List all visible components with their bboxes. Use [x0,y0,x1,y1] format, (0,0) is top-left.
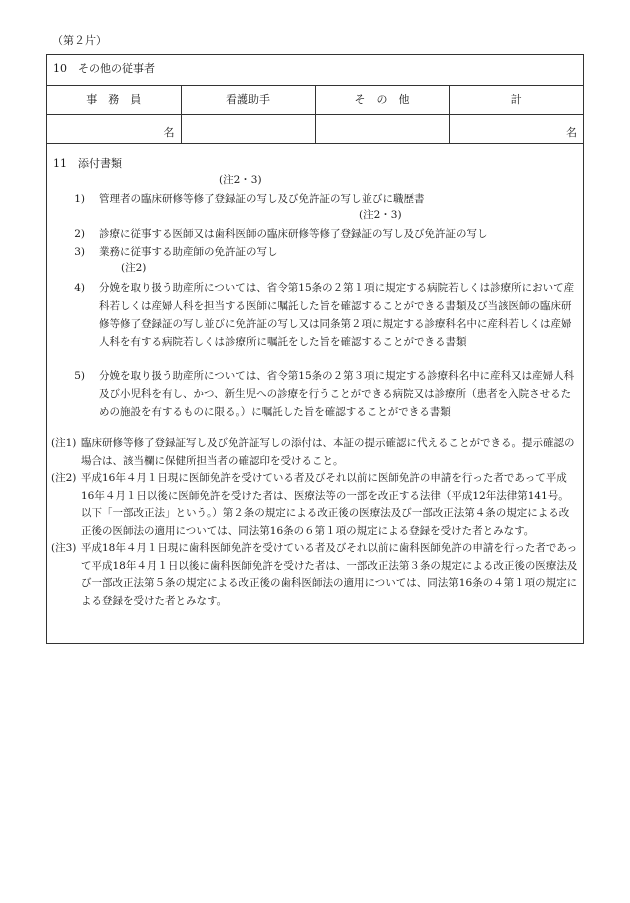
item2-note-ref: (注2・3) [359,209,402,221]
col-header-clerk: 事 務 員 [47,86,181,115]
nurse-aide-count-field[interactable] [181,115,315,144]
form-frame [46,54,584,644]
total-count-field[interactable]: 名 [449,115,583,144]
item-number: 2) [74,228,85,240]
item-number: 5) [74,370,85,382]
item-text: 分娩を取り扱う助産所については、省令第15条の２第１項に規定する病院若しくは診療所において産科若しくは産婦人科を担当する医師に嘱託した旨を確認することができる書類及び当該医師の臨床研修等修了登録証の写し並びに免許証の写し又は同条第２項に規定する診療科名中に産科若しくは産婦人科を有する病院若しくは診療所に嘱託をした旨を確認することができる書類 [99,282,575,348]
item-number: 1) [74,193,85,205]
attachment-item-2 [61,225,577,243]
item-text: 業務に従事する助産師の免許証の写し [99,246,278,258]
item-text: 診療に従事する医師又は歯科医師の臨床研修等修了登録証の写し及び免許証の写し [99,228,488,240]
page-label: （第２片） [52,34,107,47]
attachment-item-5 [61,367,577,421]
footnote-label: (注2) [51,472,77,484]
staff-table [47,85,583,144]
col-header-other: そ の 他 [315,86,449,115]
item-text: 分娩を取り扱う助産所については、省令第15条の２第３項に規定する診療科名中に産科又は産婦人科及び小児科を有し、かつ、新生児への診療を行うことができる病院又は診療所（患者を入院させるための施設を有するものに限る。）に嘱託した旨を確認することができる書類 [99,370,575,418]
item1-note-ref: (注2・3) [219,174,262,186]
clerk-count-field[interactable]: 名 [47,115,181,144]
footnote-3 [53,540,579,610]
col-header-total: 計 [449,86,583,115]
section10-title: 10 その他の従事者 [53,62,155,75]
attachment-item-4 [61,279,577,351]
item-number: 3) [74,246,85,258]
footnote-text: 臨床研修等修了登録証写し及び免許証写しの添付は、本証の提示確認に代えることができる。提示確認の場合は、該当欄に保健所担当者の確認印を受けること。 [81,437,575,467]
section11-title: 11 添付書類 [53,157,122,170]
other-count-field[interactable] [315,115,449,144]
footnote-label: (注1) [51,437,77,449]
attachment-item-1 [61,190,577,208]
item-number: 4) [74,282,85,294]
footnote-label: (注3) [51,542,77,554]
footnote-text: 平成16年４月１日現に医師免許を受けている者及びそれ以前に医師免許の申請を行った者であって平成16年４月１日以後に医師免許を受けた者は、医療法等の一部を改正する法律（平成12年法律第141号。以下「一部改正法」という。）第２条の規定による改正後の医療法及び一部改正法第４条の規定による改正後の医師法の適用については、同法第16条の６第１項の規定による登録を受けた者とみなす。 [81,472,570,537]
item4-note-ref: (注2) [121,262,147,274]
col-header-nurse-aide: 看護助手 [181,86,315,115]
footnotes [53,435,579,610]
item-text: 管理者の臨床研修等修了登録証の写し及び免許証の写し並びに職歴書 [99,193,425,205]
attachment-item-3 [61,243,577,261]
footnote-1 [53,435,579,470]
footnote-text: 平成18年４月１日現に歯科医師免許を受けている者及びそれ以前に歯科医師免許の申請を行った者であって平成18年４月１日以後に歯科医師免許を受けた者は、一部改正法第３条の規定による改正後の医療法及び一部改正法第５条の規定による改正後の歯科医師法の適用については、同法第16条の４第１項の規定による登録を受けた者とみなす。 [81,542,578,607]
footnote-2 [53,470,579,540]
